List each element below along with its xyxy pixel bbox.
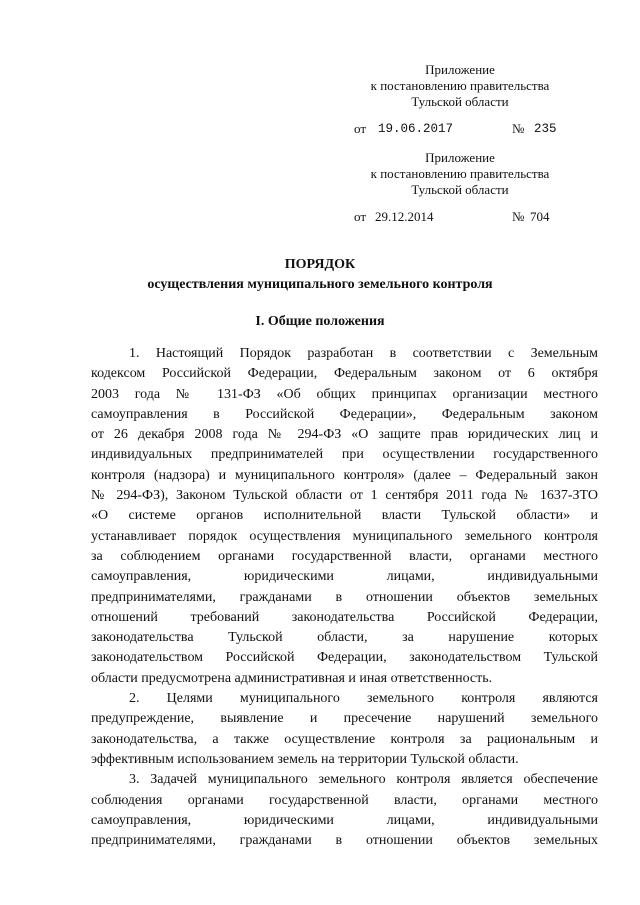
- body-line: устанавливает порядок осуществления муниципального земельного контроля: [91, 528, 598, 544]
- body-line: отношений требований законодательства Российской Федерации,: [91, 609, 598, 625]
- body-line: области предусмотрена административная и иная ответственность.: [91, 670, 493, 686]
- body-line: 3. Задачей муниципального земельного контроля является обеспечение: [129, 772, 598, 788]
- body-line: самоуправления, юридическими лицами, индивидуальными: [91, 812, 598, 828]
- body-line: предпринимателями, гражданами в отношении объектов земельных: [91, 589, 598, 605]
- body-line: законодательства, а также осуществление контроля за рациональным и: [91, 731, 598, 747]
- body-line: от 26 декабря 2008 года № 294-ФЗ «О защите прав юридических лиц и: [91, 427, 598, 443]
- resolution-number: 235: [534, 122, 557, 136]
- body-line: № 294-ФЗ), Законом Тульской области от 1 сентября 2011 года № 1637-ЗТО: [91, 488, 598, 504]
- body-line: 1. Настоящий Порядок разработан в соответствии с Земельным: [129, 346, 598, 361]
- appendix-original: [330, 150, 590, 198]
- body-line: соблюдения органами государственной власти, органами местного: [91, 792, 598, 808]
- body-line: самоуправления в Российской Федерации», Федеральным законом: [91, 406, 598, 422]
- appendix-resolution: к постановлению правительства: [370, 78, 550, 93]
- body-line: 2003 года № 131-ФЗ «Об общих принципах организации местного: [91, 386, 598, 402]
- appendix-label: Приложение: [425, 62, 495, 77]
- resolution-date: 19.06.2017: [378, 122, 454, 136]
- body-text: [91, 344, 598, 851]
- number-prefix: №: [512, 121, 525, 136]
- body-line: индивидуальных предпринимателей при осуществлении государственного: [91, 447, 598, 463]
- body-line: предупреждение, выявление и пресечение нарушений земельного: [91, 711, 598, 727]
- body-line: кодексом Российской Федерации, Федеральным законом от 6 октября: [91, 366, 598, 382]
- body-line: за соблюдением органами государственной власти, органами местного: [91, 548, 598, 564]
- date-prefix: от: [354, 209, 367, 224]
- appendix-region: Тульской области: [411, 182, 509, 197]
- document-title: ПОРЯДОК: [284, 257, 356, 272]
- resolution-number: 704: [530, 209, 550, 224]
- body-line: законодательства Тульской области, за нарушение которых: [91, 630, 598, 646]
- body-line: предпринимателями, гражданами в отношении объектов земельных: [91, 833, 598, 849]
- appendix-region: Тульской области: [411, 94, 509, 109]
- body-line: «О системе органов исполнительной власти Тульской области» и: [91, 508, 598, 524]
- body-line: 2. Целями муниципального земельного контроля являются: [129, 691, 598, 707]
- body-line: эффективным использованием земель на территории Тульской области.: [91, 751, 519, 767]
- number-prefix: №: [512, 209, 525, 224]
- appendix-current: [330, 62, 590, 110]
- body-line: самоуправления, юридическими лицами, индивидуальными: [91, 569, 598, 585]
- body-line: контроля (надзора) и муниципального контроля» (далее – Федеральный закон: [91, 467, 598, 483]
- appendix-label: Приложение: [425, 150, 495, 165]
- date-prefix: от: [354, 121, 367, 136]
- body-line: законодательством Российской Федерации, законодательством Тульской: [91, 650, 598, 666]
- appendix-resolution: к постановлению правительства: [370, 166, 550, 181]
- section-heading: I. Общие положения: [255, 314, 385, 329]
- resolution-date: 29.12.2014: [375, 209, 434, 224]
- document-subtitle: осуществления муниципального земельного контроля: [147, 277, 493, 292]
